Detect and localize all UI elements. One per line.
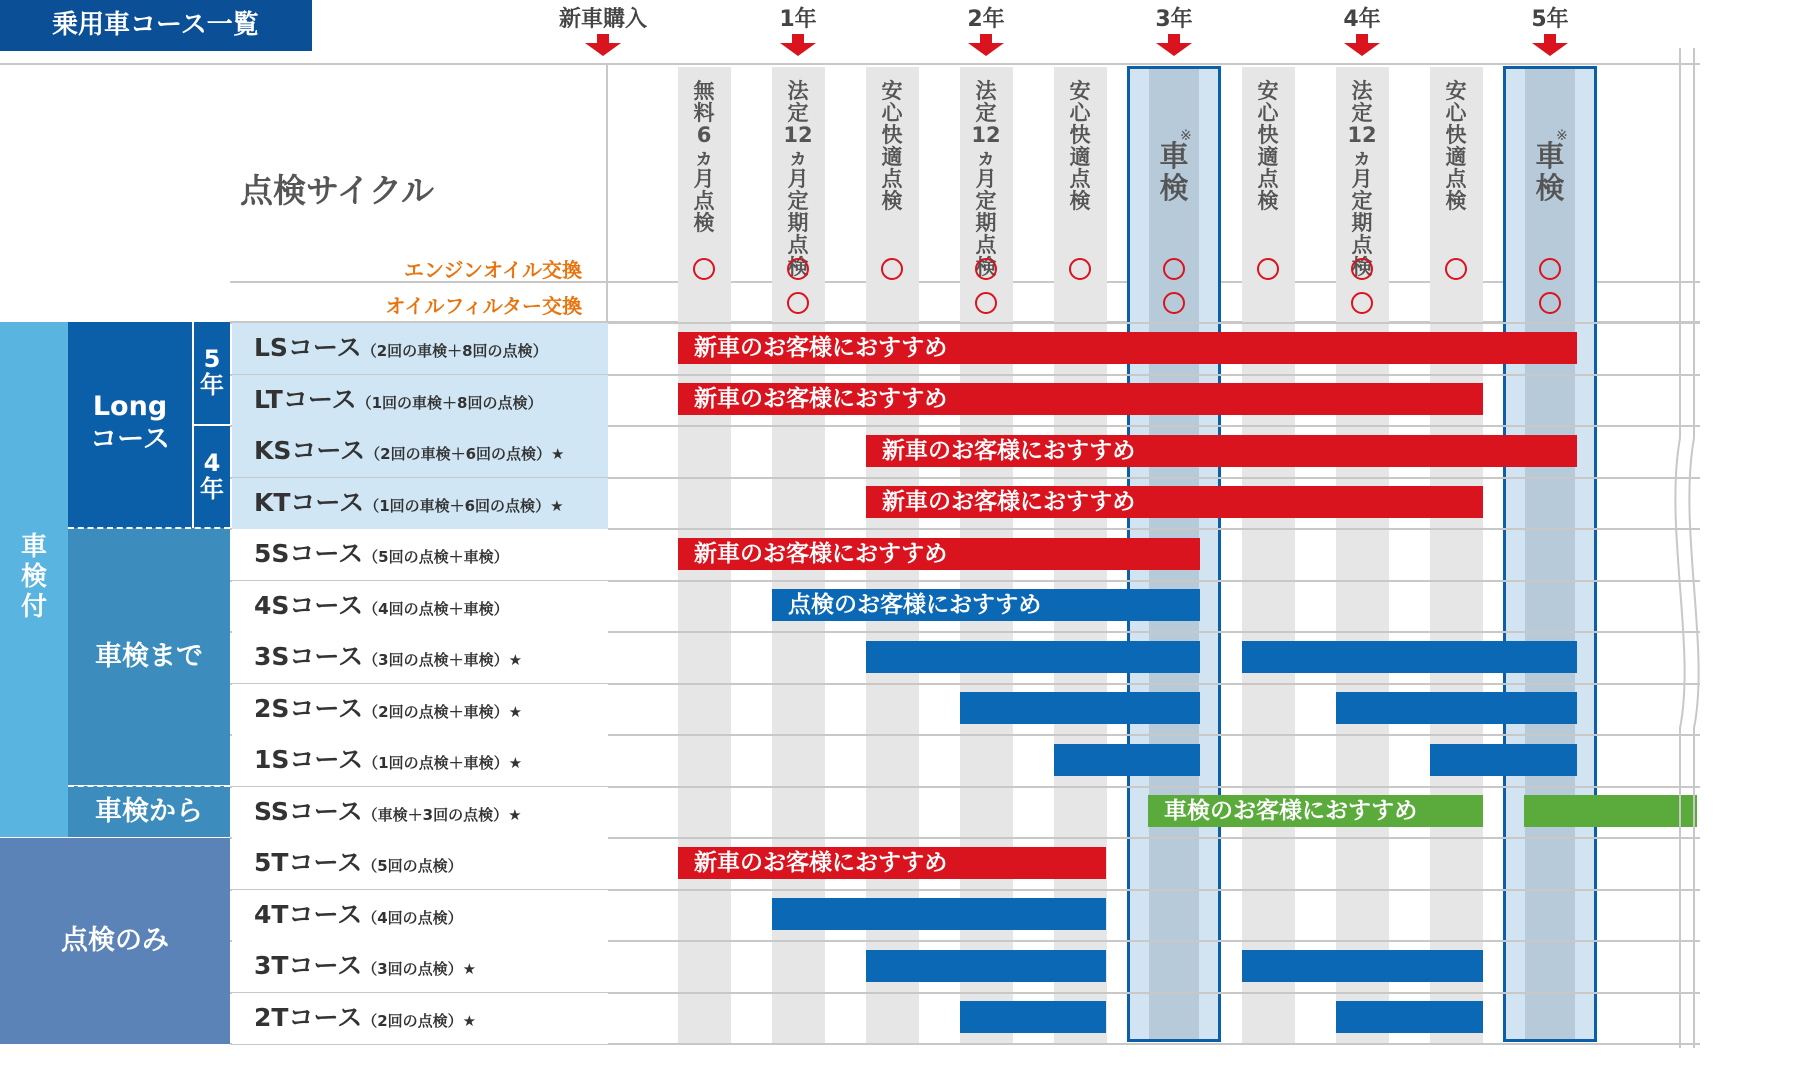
course-bar xyxy=(866,641,1200,673)
engine-oil-mark xyxy=(881,258,903,280)
column-label: 車検 xyxy=(1159,139,1189,205)
course-name: 4Sコース xyxy=(254,591,364,620)
grid-line xyxy=(0,63,1700,65)
group-shaken-made: 車検まで xyxy=(68,528,230,785)
course-detail: （1回の車検＋8回の点検） xyxy=(356,394,543,412)
course-row xyxy=(232,581,608,632)
oil-filter-mark xyxy=(1351,292,1373,314)
course-bar: 新車のお客様におすすめ xyxy=(866,435,1577,467)
group-shaken-kara: 車検から xyxy=(68,786,230,837)
course-name: 3Tコース xyxy=(254,951,363,980)
course-bar xyxy=(960,1001,1106,1033)
star-icon: ★ xyxy=(462,1012,477,1030)
course-bar xyxy=(1242,950,1483,982)
course-row xyxy=(232,529,608,580)
course-bar: 車検のお客様におすすめ xyxy=(1148,795,1483,827)
star-icon: ★ xyxy=(508,703,523,721)
star-icon: ★ xyxy=(508,754,523,772)
course-detail: （1回の点検＋車検） xyxy=(363,754,509,772)
course-bar xyxy=(960,692,1200,724)
course-detail: （4回の点検） xyxy=(362,909,463,927)
column-label: 無料6ヵ月点検 xyxy=(693,79,715,235)
course-detail: （5回の点検） xyxy=(362,857,463,875)
star-icon: ★ xyxy=(508,806,522,824)
timeline-label: 新車購入 xyxy=(558,7,647,32)
group-shaken-tsuki: 車検付 xyxy=(0,322,68,837)
break-wave-icon xyxy=(1660,48,1700,1048)
course-name: 2Sコース xyxy=(254,694,364,723)
group-five-year: 5年 xyxy=(194,322,230,424)
course-detail: （1回の車検＋6回の点検） xyxy=(364,497,551,515)
column-stripe xyxy=(1242,67,1295,1043)
column-label: 法定12ヵ月定期点検 xyxy=(783,79,813,279)
course-name: KSコース xyxy=(254,436,366,465)
timeline-label: 4年 xyxy=(1343,7,1381,32)
course-bar xyxy=(1336,1001,1483,1033)
engine-oil-mark xyxy=(787,258,809,280)
course-detail: （5回の点検＋車検） xyxy=(363,548,509,566)
down-arrow-icon xyxy=(1342,34,1382,56)
timeline-label: 3年 xyxy=(1155,7,1193,32)
course-bar xyxy=(1430,744,1577,776)
course-bar: 新車のお客様におすすめ xyxy=(678,847,1106,879)
dashed-divider xyxy=(68,785,230,787)
course-bar xyxy=(1336,692,1577,724)
course-name: 5Tコース xyxy=(254,848,363,877)
course-row xyxy=(232,684,608,735)
star-icon: ★ xyxy=(508,651,523,669)
dashed-divider xyxy=(68,527,230,529)
course-detail: （2回の点検） xyxy=(362,1012,463,1030)
course-row xyxy=(232,941,608,992)
star-icon: ★ xyxy=(550,497,564,515)
course-bar: 新車のお客様におすすめ xyxy=(678,538,1200,570)
course-row xyxy=(232,375,608,426)
oil-filter-mark xyxy=(975,292,997,314)
course-detail: （3回の点検） xyxy=(362,960,463,978)
engine-oil-mark xyxy=(975,258,997,280)
course-name: KTコース xyxy=(254,488,365,517)
shaken-note: ※ xyxy=(1180,128,1192,144)
course-row xyxy=(232,890,608,941)
course-bar: 新車のお客様におすすめ xyxy=(678,383,1483,415)
cycle-title: 点検サイクル xyxy=(240,171,435,210)
group-long: Longコース xyxy=(68,322,192,528)
course-row xyxy=(232,426,608,477)
down-arrow-icon xyxy=(966,34,1006,56)
timeline-label: 2年 xyxy=(967,7,1005,32)
engine-oil-mark xyxy=(1257,258,1279,280)
course-name: 3Sコース xyxy=(254,642,364,671)
course-name: LSコース xyxy=(254,333,362,362)
down-arrow-icon xyxy=(1530,34,1570,56)
course-detail: （2回の車検＋8回の点検） xyxy=(361,342,548,360)
course-bar: 点検のお客様におすすめ xyxy=(772,589,1200,621)
column-label: 安心快適点検 xyxy=(1445,79,1467,213)
course-name: 1Sコース xyxy=(254,745,364,774)
engine-oil-mark xyxy=(1069,258,1091,280)
course-detail: （2回の車検＋6回の点検） xyxy=(365,445,552,463)
oil-filter-mark xyxy=(1163,292,1185,314)
course-detail: （車検＋3回の点検） xyxy=(362,806,509,824)
course-row xyxy=(232,632,608,683)
timeline-label: 5年 xyxy=(1531,7,1569,32)
column-label: 車検 xyxy=(1535,139,1565,205)
course-bar xyxy=(772,898,1106,930)
shaken-column-band xyxy=(1503,66,1597,1042)
down-arrow-icon xyxy=(778,34,818,56)
course-row xyxy=(232,787,608,838)
course-name: SSコース xyxy=(254,797,363,826)
star-icon: ★ xyxy=(462,960,477,978)
course-detail: （2回の点検＋車検） xyxy=(363,703,509,721)
down-arrow-icon xyxy=(1154,34,1194,56)
course-bar: 新車のお客様におすすめ xyxy=(866,486,1483,518)
page-title: 乗用車コース一覧 xyxy=(0,0,312,51)
column-stripe xyxy=(1430,67,1483,1043)
engine-oil-mark xyxy=(1351,258,1373,280)
course-detail: （4回の点検＋車検） xyxy=(363,600,509,618)
course-row xyxy=(232,735,608,786)
course-row xyxy=(232,323,608,374)
engine-oil-label: エンジンオイル交換 xyxy=(404,258,582,282)
engine-oil-mark xyxy=(693,258,715,280)
group-four-year: 4年 xyxy=(194,426,230,528)
course-row xyxy=(232,838,608,889)
oil-filter-mark xyxy=(1539,292,1561,314)
column-label: 安心快適点検 xyxy=(1257,79,1279,213)
column-label: 法定12ヵ月定期点検 xyxy=(971,79,1001,279)
engine-oil-mark xyxy=(1163,258,1185,280)
column-label: 安心快適点検 xyxy=(1069,79,1091,213)
down-arrow-icon xyxy=(583,34,623,56)
group-tenken-nomi: 点検のみ xyxy=(0,838,230,1044)
oil-filter-mark xyxy=(787,292,809,314)
course-bar xyxy=(1242,641,1577,673)
column-label: 安心快適点検 xyxy=(881,79,903,213)
course-bar: 新車のお客様におすすめ xyxy=(678,332,1577,364)
course-row xyxy=(232,993,608,1044)
shaken-note: ※ xyxy=(1556,128,1568,144)
course-name: 4Tコース xyxy=(254,900,363,929)
timeline-label: 1年 xyxy=(779,7,817,32)
star-icon: ★ xyxy=(551,445,565,463)
oil-filter-label: オイルフィルター交換 xyxy=(385,294,582,318)
course-detail: （3回の点検＋車検） xyxy=(363,651,509,669)
engine-oil-mark xyxy=(1445,258,1467,280)
course-name: 5Sコース xyxy=(254,539,364,568)
course-bar xyxy=(866,950,1106,982)
course-row xyxy=(232,478,608,529)
course-bar xyxy=(1054,744,1200,776)
course-name: LTコース xyxy=(254,385,357,414)
shaken-column-stripe xyxy=(1525,69,1575,1039)
course-name: 2Tコース xyxy=(254,1003,363,1032)
column-label: 法定12ヵ月定期点検 xyxy=(1347,79,1377,279)
engine-oil-mark xyxy=(1539,258,1561,280)
